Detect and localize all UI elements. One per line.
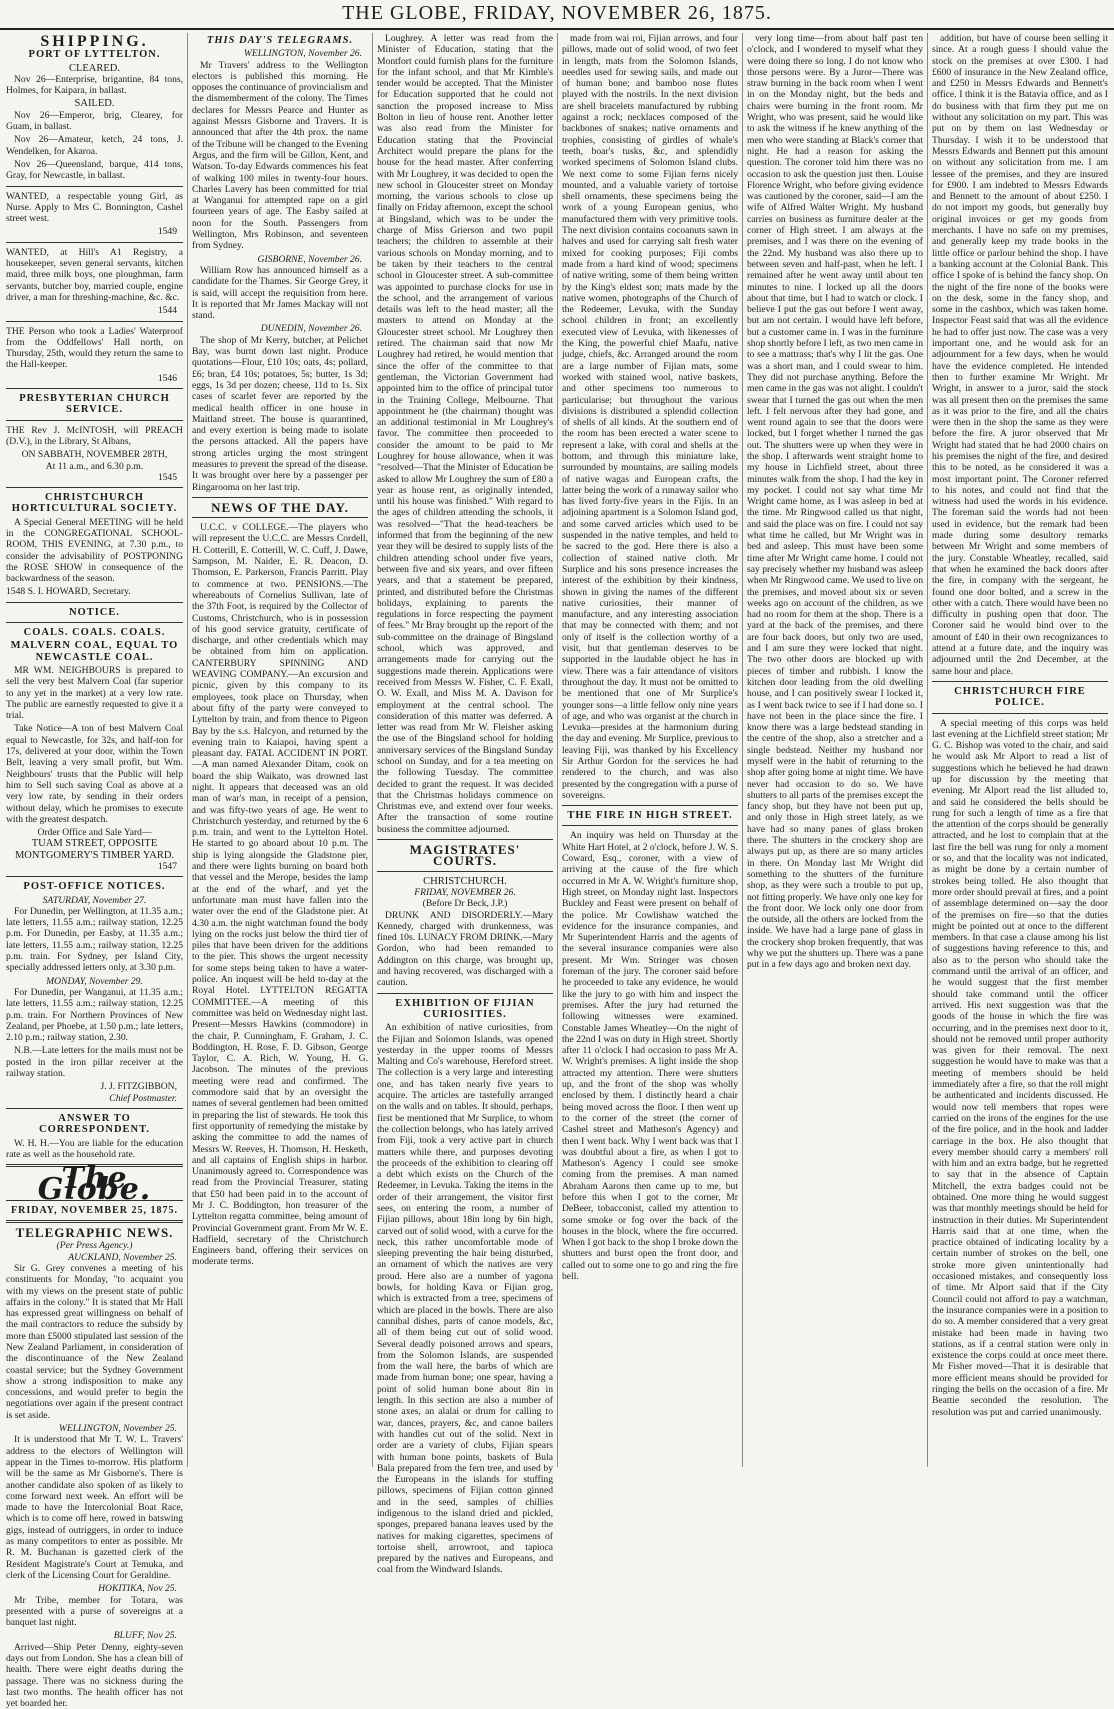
exhibition-text-continued: made from wai roi, Fijian arrows, and four pillows, made out of solid wood, of two feet in length, mats from the Solomon Islands, needles used for sewing sails, and made out of human bone; and bamboo nose flutes played with the nostrils. In the next division are shell bracelets manufactured by rubbing against a rock; necklaces composed of the backbones of snakes; native ornaments and trophies, consisting of girdles of whale's teeth, boar's tusks, &c, and splendidly worked specimens of Solomon Island clubs. We next come to some Fijian ferns nicely mounted, and a valuable variety of tortoise shell ornaments, these specimens being the work of a young European genius, who manufactured them with very primitive tools. The next division contains cocoanuts sawn in halves and used for carrying salt fresh water mixed for cooking purposes; Fiji combs made from a hard kind of wood; specimens of native writing, some of them being written by the King's eldest son; mats made by the native women, photographs of the Church of the Redeemer, Levuka, with the Sunday school children in front; an excellently executed view of Levuka, with likenesses of the King, the powerful chief Maafu, native judge, chiefs, &c. Arranged around the room are a large number of Fijian mats, some worked with stained wool, native baskets, and other specimens too numerous to particularise; but throughout the various divisions is distributed a splendid collection of shells of all kinds. At the southern end of the room has been erected a water scene to represent a lake, with coral and shells at the bottom, and through this miniature lake, surrounded by mountains, are sailing models of native wagas and European crafts, the latter being the work of a runaway sailor who has lived forty-five years in the Fijis. In an adjoining apartment is a Solomon Island god, and some carved articles which used to be suspended in the native temples, and held to be sacred to the god. Here there is also a collection of stained native cloth. Mr Surplice and his sons presence increases the interest of the exhibition by their kindness, shown in giving the names of the different native curiosities, their manner of manufacture, and any interesting association that may be connected with them; and not only of itself is the collection worthy of a visit, but that gentleman deserves to be supported in the laudable object he has in view. There was a fair attendance of visitors throughout the day. It must not be omitted to be mentioned that one of Mr Surplice's younger sons—a little fellow only nine years of age, and who was organist at the church in Levuka—presides at the harmonium during the day and evening. Mr Surplice, previous to leaving Fiji, was thanked by his Excellency Sir Arthur Gordon for the services he had rendered to the church, and was also presented by the congregation with a purse of sovereigns. [562,33,738,801]
news-text: U.C.C. v COLLEGE.—The players who will represent the U.C.C. are Messrs Cordell, H. Cotterill, E. Cotterill, W. C. Cuff, J. Dawe, Sampson, M. Naider, E. R. Deacon, D. Thomson, E. Parkerson, Francis Parritt. Play to commence at two. PENSIONS.—The whereabouts of Cornelius Sullivan, late of the 37th Foot, is required by the Collector of Customs, Christchurch, who is in possession of his good service gratuity, certificate of discharge, and other credentials which may be obtained from him on application. CANTERBURY SPINNING AND WEAVING COMPANY.—An excursion and picnic, given by this company to its employees, took place on Thursday, when about fifty of the party were conveyed to Lyttelton by train, and from thence to Pigeon Bay by the s.s. Halcyon, and returned by the evening train to Kaiapoi, having spent a pleasant day. FATAL ACCIDENT IN PORT.—A man named Alexander Ditam, cook on board the ship Waikato, was drowned last night. It appears that deceased was an old man of war's man, in receipt of a pension, and was fifty-two years of age. He went to Christchurch yesterday, and returned by the 6 p.m. train, and went to the Lyttelton Hotel. He started to go aboard about 10 p.m. The ship is lying alongside the Gladstone pier, and there were lights burning on board both that vessel and the Merope, besides the lamp at the end of the wharf, and yet the unfortunate man must have fallen into the water over the end of the Gladstone pier. At 4.30 a.m. the night watchman found the body lying on the rocks just below the third tier of piles that have been driven for the additions to the pier. This shows the urgent necessity for some steps being taken to have a water-police. An inquest will be held to-day at the Royal Hotel. LYTTELTON REGATTA COMMITTEE.—A meeting of this committee was held on Wednesday night last. Present—Messrs Hawkins (commodore) in the chair, P. Cunningham, F. Graham, J. C. Boddington, H. Rose, F. D. Gibson, George Taylor, C. A. Rich, W. Young, H. G. Jacobson. The minutes of the previous meeting were read and confirmed. The commodore said that by an oversight the names of several gentlemen had been omitted in preparing the list of stewards. He took this first opportunity of remedying the mistake by asking the committee to add the names of Messrs W. Reeves, H. Thomson, H. Hesketh, and all captains of English ships in harbor. Unanimously agreed to. Correspondence was read from the Provincial Treasurer, stating that £50 had been paid in to the account of Mr J. C. Boddington, hon treasurer of the Lyttelton regatta committee, being amount of Provincial Government grant. From Mr W. E. Hadfield, secretary of the Christchurch Engineers band, offering their services on moderate terms. [192,522,368,1268]
fire-police-heading: CHRISTCHURCH FIRE POLICE. [954,685,1086,709]
cleared-text: Nov 26—Enterprise, brigantine, 84 tons, Holmes, for Kaipara, in ballast. [6,73,183,97]
divider [192,497,368,498]
press-agency: (Per Press Agency.) [56,1240,133,1252]
divider [6,602,183,603]
newspaper-columns [2,33,1112,1709]
post-saturday: SATURDAY, November 27. [42,894,147,906]
post-nb: N.B.—Late letters for the mails must not be posted in the iron pillar receiver at the railway station. [6,1045,183,1080]
shipping-heading: SHIPPING. [40,33,149,50]
divider [6,321,183,322]
sailed-text-2: Nov 26—Amateur, ketch, 24 tons, J. Wendelken, for Akaroa. [6,134,183,157]
divider [6,242,183,243]
sailed-heading: SAILED. [74,98,115,110]
fire-heading: THE FIRE IN HIGH STREET. [567,810,733,822]
fire-text: An inquiry was held on Thursday at the White Hart Hotel, at 2 o'clock, before J. W. S. Coward, Esq., coroner, with a view of arriving at the cause of the fire which occurred in Mr A. W. Wright's furniture shop, High street, on Monday night last. Inspectors Buckley and Feast were present on behalf of the police. Mr Cowlishaw watched the evidence for the insurance companies, and Mr Superintendent Harris and the agents of the several insurance companies were also present. Mr Wm. Stringer was chosen foreman of the jury. The coroner said before he proceeded to take any evidence, he would like the jury to go with him and inspect the premises. After the jury had returned the following witnesses were examined. Constable James Wheatley—On the night of the 22nd I was on duty in High street. Shortly after 11 o'clock I had occasion to pass Mr A. W. Wright's premises. A light inside the shop attracted my attention. There were shutters up, and the front of the shop was wholly enclosed by them. I distinctly heard a chair being moved across the floor. I then went up to the corner of the street (the corner of Cashel street and Matheson's Agency) and then I went back. Why I went back was that I was doubtful about a fire, as when I got to Matheson's Agency I could see smoke coming from the premises. A man named Abraham Aarons then came up to me, but before this when I got to the corner, Mr DeBeer, tobacconist, called my attention to some smoke or fog over the back of the houses in the block, where the fire occurred. When I got back to the shop I broke down the shutters and burst open the front door, and called out to some one to go and ring the fire bell. [562,830,738,1283]
divider [6,622,183,623]
exhibition-text: An exhibition of native curiosities, from the Fijian and Solomon Islands, was opened yesterday in the upper rooms of Messrs Malting and Co's warehouse, Hereford street. The collection is a very large and interesting one, and has taken nearly five years to acquire. The articles are tastefully arranged on the walls and on tables. It should, perhaps, first be mentioned that Mr Surplice, to whom the collection belongs, who has lately arrived from Fiji, took a very active part in church matters while there, and purposes devoting the proceeds of the exhibition to clearing off a debt which exists on the Church of the Redeemer, in Levuka. Taking the items in the order of their arrangement, the visitor first sees, on entering the room, a number of Fijian pillows, about 18in long by 6in high, carved out of solid wood, with a curve for the neck, this rather uncomfortable mode of sleeping preventing the hair being disturbed, an ornament of which the natives are very proud. Here also are a number of yagona bowls, for holding Kava or Fijian grog, which is extracted from a tree, specimens of which are placed in the bowls. There are also cannibal dishes, parts of canoe models, &c, all of them being cut out of solid wood. Several deadly poisoned arrows and spears, from the Solomon Islands, are suspended from the wall here, the barbs of which are made from human bone; one spear, having a point of solid human bone about 8in in length. In this section are also a number of stone axes, an alalai or drum for calling to war, dances, prayers, &c, and canoe bailers with handles cut out of the solid. Next in order are a variety of clubs, Fijian spears with human bone points, baskets of Bula Bala prepared from the fern tree, and used by the Europeans in the islands for stuffing pillows, specimens of Fijian cotton ginned and in the seed, samples of chillies indigenous to the island dried and pickled, sponges, prepared banana leaves used by the natives for making cigarettes, specimens of tortoise shell, arrowroot, and tapioca prepared by the natives and Europeans, and coal from the Windward Islands. [377,1022,553,1576]
telegraphic-text: Sir G. Grey convenes a meeting of his constituents for Monday, "to acquaint you with my views on the present state of public affairs in the colony." It is stated that Mr Hall has expressed great willingness on behalf of the mail contractors to reduce the subsidy by more than £5000 stipulated last session of the New Zealand Parliament, in consideration of the discontinuance of the New Zealand coastal service; but the Sydney Government show a strong indisposition to make any concessions, and would prefer to begin the negotiations over again if the present contract is set aside. [6,1262,183,1421]
news-of-the-day-heading: NEWS OF THE DAY. [211,499,349,515]
column-5 [742,33,927,1467]
column-2 [187,33,372,1467]
todays-telegrams-heading: THIS DAY'S TELEGRAMS. [206,35,354,46]
divider [6,420,183,421]
coals-heading: COALS. COALS. COALS. [23,627,166,639]
dateline: FRIDAY, NOVEMBER 25, 1875. [11,1204,178,1216]
column-4 [557,33,742,1467]
cleared-heading: CLEARED. [68,62,121,74]
telegraphic-heading: TELEGRAPHIC NEWS. [15,1225,174,1241]
dateline-gisborne: GISBORNE, November 26. [257,253,362,265]
presbyterian-sabbath: ON SABBATH, NOVEMBER 28TH, [21,449,168,461]
presbyterian-time: At 11 a.m., and 6.30 p.m. [45,460,144,472]
coal-address: TUAM STREET, OPPOSITE MONTGOMERY'S TIMBER YARD. [14,838,175,861]
coal-note: Take Notice—A ton of best Malvern Coal equal to Newcastle, for 32s, and half-ton for 17s, delivered at your door, within the Town Belt, leaving a very small profit, but Wm. Neighbours' trusts that the Public will help him to Sell such saving Coal as above at a very low rate, by sending in their orders without delay, which he promises to execute with the greatest despatch. [6,723,183,825]
answer-text: W. H. H.—You are liable for the education rate as well as the household rate. [6,1137,183,1160]
divider [6,1220,183,1223]
ad-registry: WANTED, at Hill's A1 Registry, a housekeeper, seven general servants, kitchen maid, three milk boys, one ploughman, farm servants, butcher boy, married couple, engine driver, a man for threshing-machine, &c. &c. [6,246,183,303]
masthead-rule [0,28,1114,30]
inquest-text-continued: addition, but have of course been selling it since. At a rough guess I should value the stock on the premises at over £300. I had £600 of insurance in the New Zealand office, and £250 in Messrs Edwards and Bennett's office. I think it is the Batavia office, and as I do business with that firm they put me on without any solicitation on my part. This was put on by them on last Wednesday or Thursday. I wish it to be understood that Messrs Edwards and Bennett put this amount on without any solicitation from me. I am lessee of the premises, and they are insured for £900. I am indebted to Messrs Edwards and Bennett to the amount of about £250. I do not import my goods, but generally buy original invoices or get my goods from merchants. I have no safe on my premises, and generally keep my trade books in the little office or parlour behind the shop. I have a banking account at the Colonial Bank. This office I spoke of is behind the fancy shop. On the night of the fire none of the books were on the desk, some in the fancy shop, and some in the cashbox, which was taken home. Inspector Feast said that was all the evidence he had to offer just now. The case was a very important one, and he would ask for an adjournment for a few days, when he would have the evidence completed. He intended then to further examine Mr Wright. Mr Wright, in answer to a juror, said the stock was all present then on the premises the same as it was prior to the fire, and all the chairs were then in the shop the same as they were before the fire. A juror observed that Mr Wright had stated that he had 2000 chairs on his premises the night of the fire, and desired this to be noted, as he considered it was a most important point. The Coroner referred to his notes, and could not find that the witness had used the words in his evidence. The foreman said the words had not been used in evidence, but the remark had been made during some desultory remarks between Mr Wright and some members of the jury. Constable Wheatley, recalled, said that when he examined the back doors after the fire, in company with the sergeant, he found one door bolted, and a screw in the other with a catch. There would have been no difficulty in pushing open that door. The Coroner said he would bind over to the amount of £40 in their own recognizances to attend at a future date, and the inquiry was adjourned until the 2nd December, at the same hour and place. [932,33,1108,677]
ad-number: 1549 [157,226,177,238]
ad-waterproof: THE Person who took a Ladies' Waterproof from the Oddfellows' Hall north, on Thursday, 25th, would they return the same to the Hall-keeper. [6,325,183,371]
horticultural-text: A Special General MEETING will be held in the CONGREGATIONAL SCHOOL-ROOM, THIS EVENING, at 7.30 p.m., to consider the advisability of POSTPONING the ROSE SHOW in consequence of the backwardness of the season. [6,516,183,585]
exhibition-heading: EXHIBITION OF FIJIAN CURIOSITIES. [395,997,535,1020]
answer-heading: ANSWER TO CORRESPONDENT. [39,1112,150,1136]
globe-title: The Globe. [37,1161,152,1208]
post-office-heading: POST-OFFICE NOTICES. [23,881,166,893]
divider [932,681,1108,682]
ad-number: 1545 [157,471,177,483]
court-date: FRIDAY, NOVEMBER 26. [414,886,516,898]
column-3 [372,33,557,1576]
telegraphic-text-2: It is understood that Mr T. W. L. Travers' address to the electors of Wellington will appear in the Times to-morrow. His platform will be the same as Mr Gisborne's. There is another candidate also spoken of as likely to come forward next week. An effort will be made to have the Intercolonial Boat Race, which is to come off here, rowed in batswing gigs, instead of outriggers, in order to induce as many competitors to enter as possible. Mr R. M. Buchanan is gazetted clerk of the Resident Magistrate's Court at Temuka, and clerk of the Licensing Court for Geraldine. [6,1434,183,1581]
ad-nurse: WANTED, a respectable young Girl, as Nurse. Apply to Mrs C. Bonnington, Cashel street west. [6,190,183,225]
telegraphic-text-3: Mr Tribe, member for Totara, was presented with a purse of sovereigns at a banquet last night. [6,1594,183,1629]
divider [6,1108,183,1109]
education-text: Loughrey. A letter was read from the Minister of Education, stating that the Montfort could furnish plans for the furniture for the infant school, and that Mr Kimble's tender would be accepted. That the Minister for Education supported that he could not sanction the proposed increase to Miss Bolton in lieu of house rent. Another letter was also read from the Minister for Education stating that the Provincial Architect would prepare the plans for the house for the head master. After conferring with Mr Loughrey, it was decided to open the new school in Gloucester street on Monday morning, the various schools to close up finally on Friday afternoon, except the school at Bingsland, which was to be under the charge of Miss Grierson and two pupil teachers; the children to assemble at their various schools on Monday morning, and to be taken by their teachers to the central school in Gloucester street. A sub-committee was appointed to purchase clocks for use in the school, and the arrangement of various details was left to the head master; all the masters to attend on Monday at the Gloucester street school. Mr Loughrey then retired. The chairman said that now Mr Loughrey had retired, he would mention that since the offer of the committee to that gentleman, the Victorian Government had appointed him to the office of principal tutor in the Training College, Melbourne. That appointment he (the chairman) thought was an additional testimonial in Mr Loughrey's favor. The committee then proceeded to consider the amount to be paid to Mr Loughrey for house allowance, when it was "resolved—That the Minister of Education be asked to allow Mr Loughrey the sum of £80 a year as house rent, as originally intended, until his house was finished." With regard to the ages of children attending the schools, it was resolved—"That the head-teachers be informed that from the beginning of the new year they will be desired to supply lists of the children attending school under five years, between five and six years, and over fifteen years, and that a statement be prepared, printed, and distributed before the Christmas holidays, explaining to parents the regulations in force respecting the payment of fees." Mr Bray brought up the report of the sub-committee on the drainage of Bingsland school, which was approved, and arrangements made for carrying out the suggestions made therein. Applications were received from Messrs W. Fisher, C. F. Exall, O. W. Exall, and Miss M. A. Davison for employment at the central school. The consideration of this matter was deferred. A letter was read from Mr W. Fleisher asking the use of the Bingsland school for holding anniversary services of the Bingsland Sunday school on Sunday, and for a tea meeting on the following Tuesday. The committee decided to grant the request. It was decided that the Christmas holidays commence on Christmas eve, and extend over four weeks. After the transaction of some routine business the committee adjourned. [377,33,553,835]
masthead-title: THE GLOBE, FRIDAY, NOVEMBER 26, 1875. [342,2,772,24]
telegraphic-text-4: Arrived—Ship Peter Denny, eighty-seven days out from London. She has a clean bill of health. There were eight deaths during the passage. There was no sickness during the last two months. The health officer has not yet boarded her. [6,1641,183,1709]
divider [562,825,738,826]
notice-heading: NOTICE. [68,606,121,618]
post-monday: MONDAY, November 29. [46,975,143,987]
ad-number: 1546 [157,372,177,384]
inquest-text: very long time—from about half past ten o'clock, and I wondered to myself what they were doing there so long. I do not know who those persons were. By a Juror—There was straw burning in the back room when I went in on the Monday night, but the beds and chairs were burning in the front room. Mr Wright, who was present, said he would like to ask the witness if he knew anything of the men who were standing at Black's corner that night. He had a reason for asking the question. The coroner told him there was no occasion to ask the question just then. Louise Florence Wright, who before giving evidence was cautioned by the coroner, said—I am the wife of Alfred Walter Wright. My husband carries on business as furniture dealer at the corner of High street. I am always at the premises, and I was there on the evening of the 22nd. My husband was also there up to between seven and half-past, when he left. I remained after he went away until about ten minutes to nine. I locked up all the doors about that time, but I had to watch or clock. I believe I put the gas out before I went away, but am not certain. I would have left before, but a customer came in. I was in the furniture shop shortly before I left, as two men came in to see a mattrass; that's why I lit the gas. One was a short man, and I could swear to him. They did not purchase anything. Before the men came in the gas was not alight. I couldn't swear that I turned the gas out when the men left. I felt nervous after they had gone, and went round again to see that the doors were locked, but I forget whether I turned the gas out. The shutters were up when they were in the shop. I afterwards went straight home to my house in Lichfield street, about three minutes walk from the shop. I had the key in my pocket. I could not say what time Mr Wright came home, as I was asleep in bed at the time. Mr Ringwood called us that night, and said the place was on fire. I could not say what time he called, but Mr Wright was in bed and asleep. This must have been some time after Mr Wright came home. I could not say precisely whether my husband was asleep when Mr Ringwood came. We used to live on the premises, and moved about six or seven weeks ago on account of the children, as we had no room for them at the shop. There is a yard at the back of the premises, and there are four back doors, but only two are used, and I am sure they were locked that night. The two other doors are blocked up with pieces of timber and rubbish. I know the kitchen door leading from the old dwelling house, and I can positively swear I locked it, as I went back twice to see if I had done so. I have not been in the place since the fire. I know there was a large bedstead standing in the centre of the shop, also a stretcher and a single bedstead. Neither my husband nor myself were in the habit of returning to the shop after going home at night time. We have never had occasion to do so. We have shutters to all parts of the premises except the fancy shop, but they have not been put up, and only those in High street lately, as we have had so many panes of glass broken there. The shutters in the crockery shop are always put up, as there are so many articles in there. On Monday last Mr Wright did something to the shutters of the furniture shop, as they were such a trouble to put up, not fitting properly. We have only one key for the front door. We lock only one door from the outside, all the others are locked from the inside. We have had a large pane of glass in the crockery shop broken frequently, that was why we put the shutters up. There was a pane put in a few days ago and broken next day. [747,33,923,971]
column-6 [927,33,1112,1467]
column-1 [2,33,187,1709]
malvern-heading: MALVERN COAL, EQUAL TO NEWCASTLE COAL. [10,640,179,663]
fire-police-text: A special meeting of this corps was held last evening at the Lichfield street station; Mr G. C. Bishop was voted to the chair, and said he would ask Mr Alport to read a list of suggestions which he believed he had drawn up for discussion by the meeting that evening. Mr Alport read the list alluded to, and said he considered the bells should be rung for such a length of time as a fire that the attention of the corps should be generally attracted, and he lost to complain that at the last fire the bell was rung for only a moment or so, and that the locality was not indicated, as might be done by a certain number of strokes being tolled. He also thought that more order should prevail at fires, and a point of assemblage determined on—say the door of the premises on fire—so that the duties might be pointed out at once to the different members. In that case a clause among his list of suggestions having reference to this, and also as to the person who should take the command until the arrival of an officer, and he would suggest that the first member should take command until the officer arrived. His next suggestion was that the goods of the house in which the fire was occurring, and in the premises next door to it, should not be removed until proper authority was given for their removal. The next suggestion he would have to make was that a meeting of members should be held immediately after a fire, so that the roll might be authenticated and incidents discussed. He would now tell members that ropes were carried on the irons of the engines for the use of the fire police, and in the hook and ladder carriage in the box. He also thought that every member should carry a members' roll with him and an extra badge, but he regretted to say that in the absence of Captain Mitchell, the extra badges could not be obtained. One more thing he would suggest was that monthly meetings should be held for instruction in their duties. Mr Superintendent Harris said that at one time, when the practice obtained of indicating locality by a certain number of strokes on the bell, one stroke more given unintentionally had occasioned mistakes, and consequently loss of time. Mr Alport said that if the City Council could not afford to pay a watchman, the insurance companies were in a position to do so. A member considered that a very great mistake had been made in having two stations, as if a central station were only in existence the corps could at once meet there. Mr Fisher moved—That it is desirable that more efficient means should be provided for ringing the bells on the occasion of a fire. Mr Beattie seconded the resolution. The resolution was put and carried unanimously. [932,717,1108,1418]
divider [377,871,553,872]
dateline-bluff: BLUFF, Nov 25. [113,1630,177,1642]
court-location: CHRISTCHURCH. [423,875,507,887]
horticultural-signature: 1548 S. I. HOWARD, Secretary. [6,586,131,598]
masthead [0,0,1114,26]
horticultural-heading: CHRISTCHURCH HORTICULTURAL SOCIETY. [11,492,178,515]
sailed-text-1: Nov 26—Emperor, brig, Clearey, for Guam, in ballast. [6,109,183,133]
post-text: For Dunedin, per Wellington, at 11.35 a.m.; late letters, 11.55 a.m.; railway station, 12.25 p.m. For Dunedin, per Easby, at 11.35 a.m.; late letters, 11.55 a.m.; railway station, 12.25 p.m. train. For Sydney, per Island City, specially addressed letters only, at 3.30 p.m. [6,905,183,974]
divider [562,805,738,806]
divider [932,713,1108,714]
telegrams-text-2: William Row has announced himself as a candidate for the Thames. Sir George Grey, it is said, will accept the requisition from here. It is reported that Mr James Mackay will not stand. [192,264,368,322]
sailed-text-3: Nov 26—Queensland, barque, 414 tons, Gray, for Newcastle, in ballast. [6,158,183,182]
divider [6,487,183,488]
post-text-2: For Dunedin, per Wanganui, at 11.35 a.m.; late letters, 11.55 a.m.; railway station, 12.25 p.m. train. For Northern Provinces of New Zealand, per Phoebe, at 1.50 p.m.; late letters, 2.10 p.m.; railway station, 2.30. [6,986,183,1044]
divider [377,839,553,840]
dateline-wellington: WELLINGTON, November 26. [243,48,362,60]
divider [6,876,183,877]
divider [6,388,183,389]
presbyterian-heading: PRESBYTERIAN CHURCH SERVICE. [19,393,170,416]
telegrams-text: Mr Travers' address to the Wellington electors is published this morning. He opposes the continuance of provincialism and the dismemberment of the colony. The Times declares for Messrs Pearce and Hunter as against Messrs Gisborne and Travers. It is announced that after the 4th prox. the name of the Tribune will be changed to the Evening Argus, and the firm will be Gillon, Kent, and Watson. To-day Edwards commences his feat of walking 100 miles in twenty-four hours. Charles Lavery has been committed for trial at Wanganui for attempted rape on a girl fourteen years of age. The Easby sailed at noon for the South. Passengers from Wellington, Mrs Robinson, and seventeen from Sydney. [192,59,368,252]
court-text: DRUNK AND DISORDERLY.—Mary Kennedy, charged with drunkenness, was fined 10s. LUNACY FROM DRINK.—Mary Gordon, who had been remanded to Addington on this charge, was brought up, and having recovered, was discharged with a caution. [377,909,553,989]
magistrates-heading: MAGISTRATES' COURTS. [409,842,521,869]
coal-office: Order Office and Sale Yard— [37,827,152,839]
post-signature-title: Chief Postmaster. [109,1092,177,1104]
presbyterian-text: THE Rev J. McINTOSH, will PREACH (D.V.), in the Library, St Albans, [6,424,183,447]
court-before: (Before Dr Beck, J.P.) [422,898,508,910]
coal-text: MR WM. NEIGHBOURS is prepared to sell the very best Malvern Coal (far superior to any yet in the market) at a very low rate. The public are earnestly requested to give it a trial. [6,664,183,722]
divider [377,993,553,994]
divider [192,517,368,518]
dateline-wellington: WELLINGTON, November 25. [58,1423,177,1435]
port-heading: PORT OF LYTTELTON. [28,49,161,61]
ad-number: 1547 [157,861,177,872]
telegrams-text-3: The shop of Mr Kerry, butcher, at Pelichet Bay, was burnt down last night. Produce quotations—Flour, £10 10s; oats, 4s; pollard, £6; bran, £4 10s; potatoes, 5s; butter, 1s 3d; eggs, 1s 3d per dozen; cheese, 11d to 1s. Six cases of scarlet fever are reported by the medical health officer in one house in Maitland street. The house is quarantined, and every exertion is being made to isolate the persons attacked. All the papers have strong articles urging the most stringent measures to prevent the spread of the disease. It was brought over here by a passenger per Ringarooma on her last trip. [192,334,368,493]
ad-number: 1544 [157,305,177,317]
dateline-hokitika: HOKITIKA, Nov 25. [98,1583,177,1595]
dateline-dunedin: DUNEDIN, November 26. [260,323,362,335]
divider [6,186,183,187]
dateline-auckland: AUCKLAND, November 25. [68,1251,177,1263]
post-signature: J. J. FITZGIBBON, [100,1081,177,1093]
